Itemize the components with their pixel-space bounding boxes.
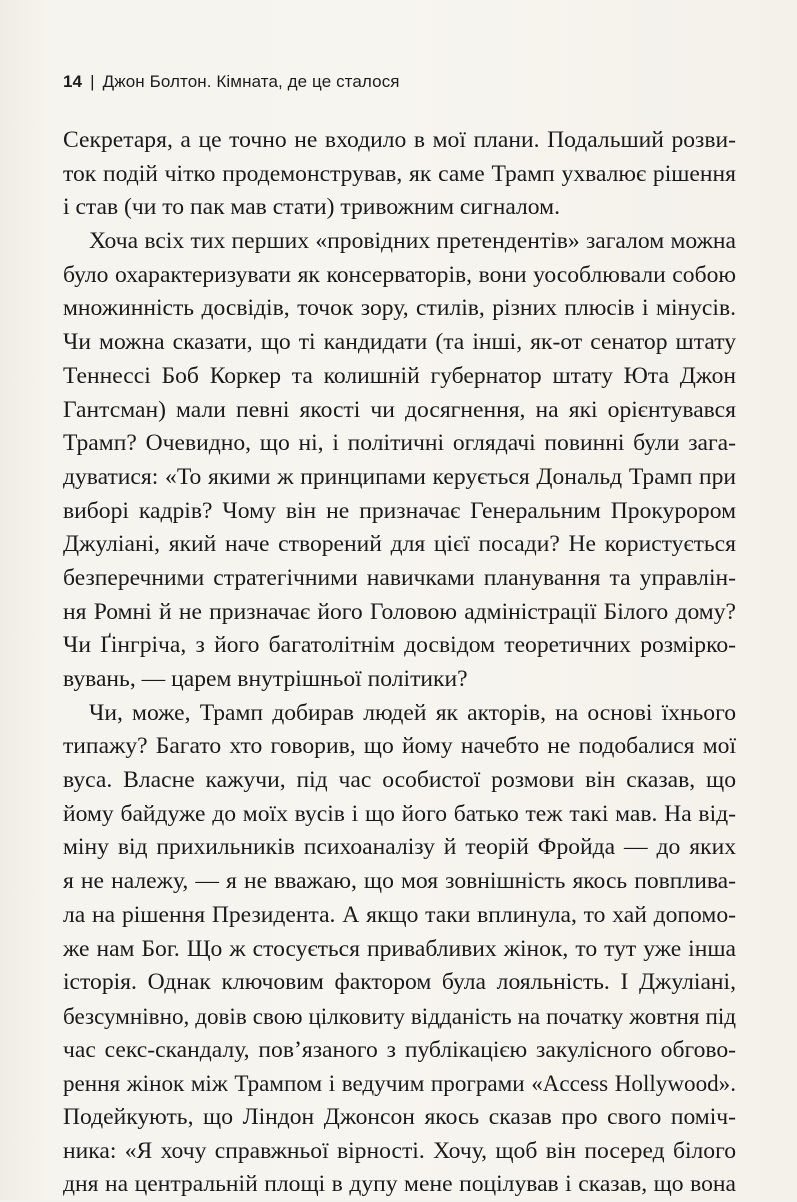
text-line: і став (чи то пак мав стати) тривожним сигналом.: [63, 194, 560, 221]
body-text: [63, 124, 736, 1202]
text-line: дня на центральній площі в дупу мене поцілував і сказав, що вона: [63, 1171, 736, 1198]
text-line: я не належу, — я не вважаю, що моя зовнішність якось повплива-: [63, 868, 736, 895]
text-line: ника: «Я хочу справжньої вірності. Хочу, щоб він посеред білого: [63, 1137, 736, 1164]
text-line: Чи можна сказати, що ті кандидати (та інші, як-от сенатор штату: [63, 329, 736, 356]
header-separator: |: [90, 72, 95, 91]
text-line: безсумнівно, довів свою цілковиту відданість на початку жовтня під: [63, 1002, 736, 1029]
running-title: Джон Болтон. Кімната, де це сталося: [102, 72, 400, 91]
text-line: було охарактеризувати як консерваторів, вони уособлювали собою: [63, 261, 736, 288]
text-line: множинність досвідів, точок зору, стилів, різних плюсів і мінусів.: [63, 295, 736, 322]
text-line: Гантсман) мали певні якості чи досягнення, на які орієнтувався: [63, 396, 736, 423]
text-line: ня Ромні й не призначає його Головою адміністрації Білого дому?: [63, 598, 736, 625]
text-line: Трамп? Очевидно, що ні, і політичні оглядачі повинні були зага-: [63, 430, 736, 457]
text-line: міну від прихильників психоаналізу й теорій Фройда — до яких: [63, 834, 736, 861]
page-number: 14: [63, 72, 83, 91]
text-line: вувань, — царем внутрішньої політики?: [63, 666, 468, 692]
text-line: дуватися: «То якими ж принципами керується Дональд Трамп при: [63, 463, 736, 490]
text-line: ток подій чітко продемонстрував, як саме Трамп ухвалює рішення: [63, 160, 736, 187]
text-line: Теннессі Боб Коркер та колишній губернатор штату Юта Джон: [63, 362, 736, 389]
text-line: Чи Ґінгріча, з його багатолітнім досвідом теоретичних розмірко-: [63, 632, 736, 659]
text-line: вуса. Власне кажучи, під час особистої розмови він сказав, що: [63, 767, 736, 794]
paragraph-start-line: Чи, може, Трамп добирав людей як акторів, на основі їхнього: [89, 699, 736, 726]
text-line: ла на рішення Президента. А якщо таки вплинула, то хай допомо-: [63, 901, 736, 928]
text-line: безперечними стратегічними навичками планування та управлін-: [63, 564, 736, 591]
text-line: рення жінок між Трампом і ведучим програми «Access Hollywood».: [63, 1070, 736, 1097]
text-line: Подейкують, що Ліндон Джонсон якось сказав про свого поміч-: [63, 1103, 736, 1130]
text-line: Секретаря, а це точно не входило в мої плани. Подальший розви-: [63, 127, 736, 153]
text-line: виборі кадрів? Чому він не призначає Генеральним Прокурором: [63, 497, 736, 524]
text-line: же нам Бог. Що ж стосується привабливих жінок, то тут уже інша: [63, 935, 736, 962]
paragraph-start-line: Хоча всіх тих перших «провідних претендентів» загалом можна: [89, 228, 736, 255]
text-line: час секс-скандалу, пов’язаного з публікацією закулісного обгово-: [63, 1036, 736, 1063]
running-head: [63, 72, 400, 92]
text-line: йому байдуже до моїх вусів і що його батько теж такі мав. На від-: [63, 800, 736, 827]
text-line: типажу? Багато хто говорив, що йому начебто не подобалися мої: [63, 733, 736, 760]
text-line: історія. Однак ключовим фактором була лояльність. І Джуліані,: [63, 969, 736, 996]
text-line: Джуліані, який наче створений для цієї посади? Не користується: [63, 531, 736, 558]
